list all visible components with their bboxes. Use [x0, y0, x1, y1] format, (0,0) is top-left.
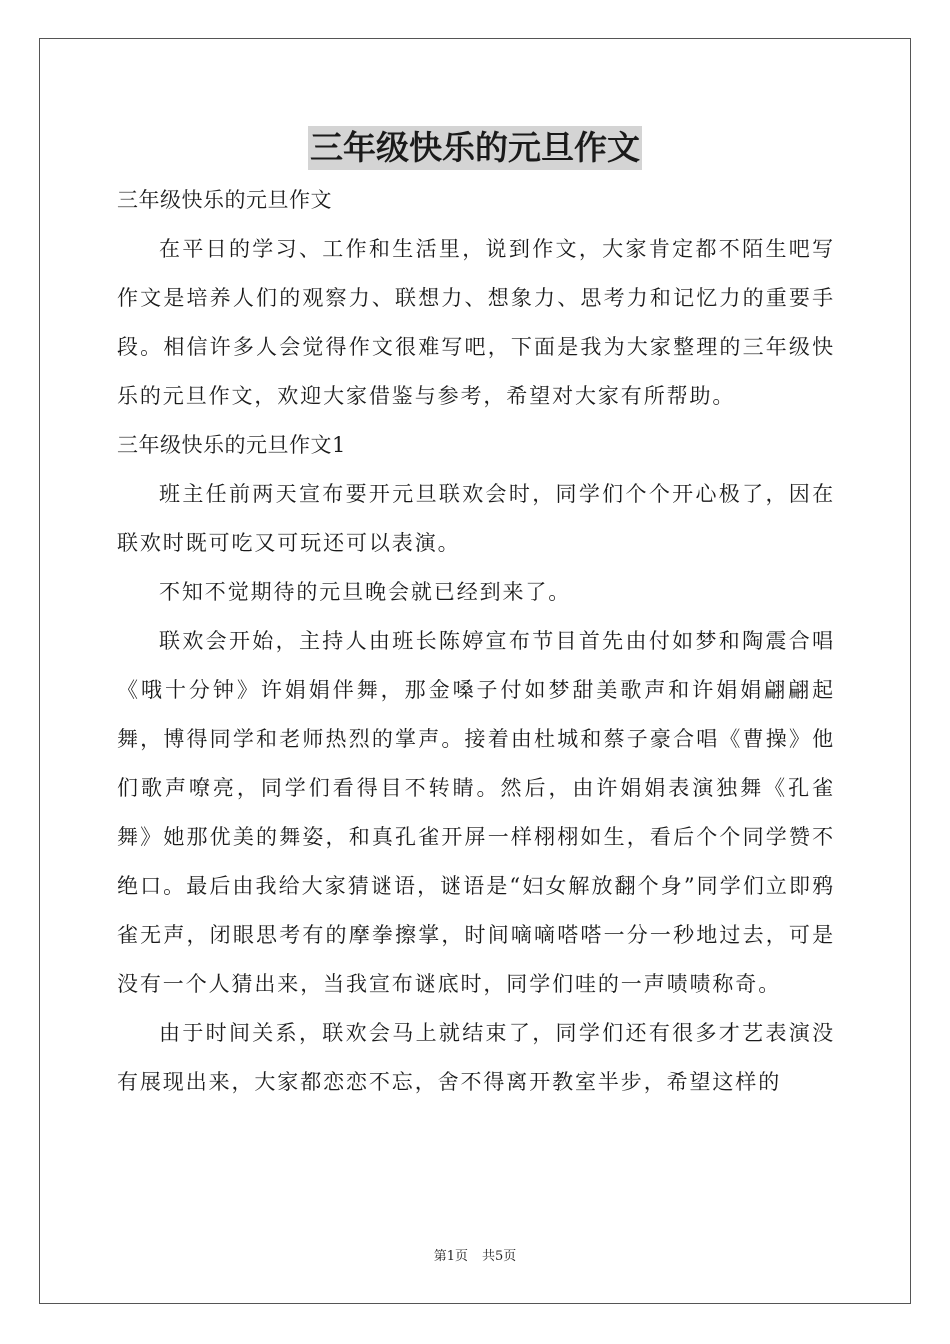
body-paragraph: 联欢会开始，主持人由班长陈婷宣布节目首先由付如梦和陶震合唱《哦十分钟》许娟娟伴舞，那金嗓子付如梦甜美歌声和许娟娟翩翩起舞，博得同学和老师热烈的掌声。接着由杜城和蔡子豪合唱《曹操》他们歌声嘹亮，同学们看得目不转睛。然后，由许娟娟表演独舞《孔雀舞》她那优美的舞姿，和真孔雀开屏一样栩栩如生，看后个个同学赞不绝口。最后由我给大家猜谜语，谜语是“妇女解放翻个身”同学们立即鸦雀无声，闭眼思考有的摩拳擦掌，时间嘀嘀嗒嗒一分一秒地过去，可是没有一个人猜出来，当我宣布谜底时，同学们哇的一声啧啧称奇。 [117, 629, 835, 996]
page-total: 共5页 [482, 1249, 517, 1264]
body-paragraph: 在平日的学习、工作和生活里，说到作文，大家肯定都不陌生吧写作文是培养人们的观察力、联想力、想象力、思考力和记忆力的重要手段。相信许多人会觉得作文很难写吧，下面是我为大家整理的三年级快乐的元旦作文，欢迎大家借鉴与参考，希望对大家有所帮助。 [117, 237, 835, 408]
section-heading: 三年级快乐的元旦作文1 [117, 433, 346, 457]
section-heading: 三年级快乐的元旦作文 [117, 188, 332, 212]
body-paragraph: 不知不觉期待的元旦晚会就已经到来了。 [159, 580, 572, 604]
page-number: 第1页 [433, 1249, 468, 1264]
body-paragraph: 由于时间关系，联欢会马上就结束了，同学们还有很多才艺表演没有展现出来，大家都恋恋不忘，舍不得离开教室半步，希望这样的 [117, 1021, 835, 1094]
document-title: 三年级快乐的元旦作文 [308, 126, 642, 170]
title-wrap [0, 126, 950, 170]
page-footer [0, 1245, 950, 1264]
document-body [117, 176, 835, 1107]
body-paragraph: 班主任前两天宣布要开元旦联欢会时，同学们个个开心极了，因在联欢时既可吃又可玩还可以表演。 [117, 482, 835, 555]
